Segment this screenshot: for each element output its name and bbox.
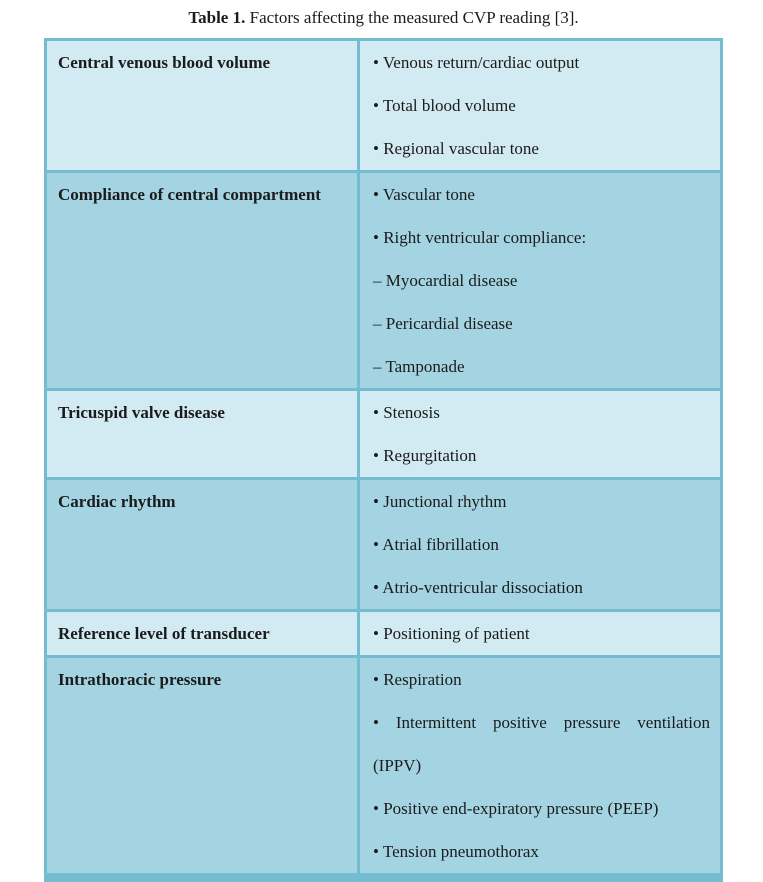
detail-item: • Atrio-ventricular dissociation <box>373 578 583 597</box>
detail-item: • Regional vascular tone <box>373 139 539 158</box>
details-cell <box>360 41 720 170</box>
table-row <box>47 477 720 609</box>
factor-cell: Central venous blood volume <box>47 41 360 170</box>
detail-item: • Regurgitation <box>373 446 477 465</box>
table-caption-text: Factors affecting the measured CVP reading [3]. <box>245 8 579 27</box>
detail-item: – Pericardial disease <box>373 314 513 333</box>
detail-item: – Myocardial disease <box>373 271 518 290</box>
details-cell <box>360 612 720 655</box>
table-row <box>47 170 720 388</box>
details-cell <box>360 658 720 873</box>
table-caption <box>44 0 723 29</box>
table-row <box>47 609 720 655</box>
detail-item: • Positive end-expiratory pressure (PEEP) <box>373 799 659 818</box>
factor-cell: Tricuspid valve disease <box>47 391 360 477</box>
table-caption-label: Table 1. <box>188 8 246 27</box>
detail-item: • Total blood volume <box>373 96 516 115</box>
cvp-factors-table <box>44 38 723 882</box>
detail-item: • Atrial fibrillation <box>373 535 499 554</box>
factor-cell: Cardiac rhythm <box>47 480 360 609</box>
table-row <box>47 388 720 477</box>
detail-item: • Tension pneumothorax <box>373 842 539 861</box>
factor-cell: Reference level of transducer <box>47 612 360 655</box>
details-cell <box>360 391 720 477</box>
detail-item: • Positioning of patient <box>373 624 530 643</box>
detail-item: • Vascular tone <box>373 185 475 204</box>
table-row <box>47 41 720 170</box>
factor-cell: Compliance of central compartment <box>47 173 360 388</box>
detail-item: • Right ventricular compliance: <box>373 228 587 247</box>
detail-item: • Intermittent positive pressure ventilation (IPPV) <box>373 713 710 775</box>
details-cell <box>360 173 720 388</box>
detail-item: • Stenosis <box>373 403 440 422</box>
detail-item: • Junctional rhythm <box>373 492 507 511</box>
factor-cell: Intrathoracic pressure <box>47 658 360 873</box>
detail-item: • Respiration <box>373 670 462 689</box>
table-row <box>47 655 720 873</box>
details-cell <box>360 480 720 609</box>
detail-item: – Tamponade <box>373 357 465 376</box>
detail-item: • Venous return/cardiac output <box>373 53 580 72</box>
